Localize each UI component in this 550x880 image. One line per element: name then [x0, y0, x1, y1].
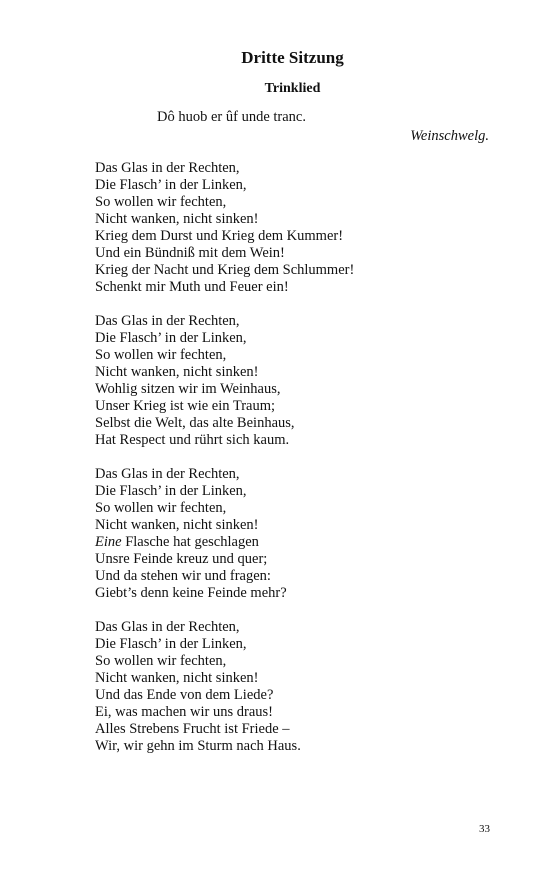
verse-line: Die Flasch’ in der Linken, [95, 483, 247, 499]
verse-line: Nicht wanken, nicht sinken! [95, 670, 259, 686]
verse-line: Ei, was machen wir uns draus! [95, 704, 273, 720]
poem-body [95, 160, 354, 772]
verse-line: Unser Krieg ist wie ein Traum; [95, 398, 276, 414]
verse-line: Hat Respect und rührt sich kaum. [95, 432, 290, 448]
verse-line: Das Glas in der Rechten, [95, 160, 240, 176]
verse-line: Das Glas in der Rechten, [95, 313, 240, 329]
verse-line: Das Glas in der Rechten, [95, 619, 240, 635]
epigraph-attribution: Weinschwelg. [410, 128, 489, 144]
page-number: 33 [479, 823, 490, 835]
section-title: Dritte Sitzung [241, 48, 344, 67]
verse-line: Krieg dem Durst und Krieg dem Kummer! [95, 228, 344, 244]
verse-line [95, 534, 354, 551]
stanza-3 [95, 466, 354, 602]
epigraph: Dô huob er ûf unde tranc. [157, 109, 306, 125]
verse-line: So wollen wir fechten, [95, 194, 227, 210]
verse-line: Nicht wanken, nicht sinken! [95, 517, 259, 533]
verse-line: Nicht wanken, nicht sinken! [95, 211, 259, 227]
verse-line: Krieg der Nacht und Krieg dem Schlummer! [95, 262, 355, 278]
verse-line: Und ein Bündniß mit dem Wein! [95, 245, 285, 261]
stanza-1 [95, 160, 354, 296]
verse-line: Und das Ende von dem Liede? [95, 687, 274, 703]
stanza-4 [95, 619, 354, 755]
verse-line: Nicht wanken, nicht sinken! [95, 364, 259, 380]
verse-line: Selbst die Welt, das alte Beinhaus, [95, 415, 295, 431]
verse-line: Und da stehen wir und fragen: [95, 568, 271, 584]
verse-line: Die Flasch’ in der Linken, [95, 636, 247, 652]
verse-line: So wollen wir fechten, [95, 347, 227, 363]
verse-line: Alles Strebens Frucht ist Friede – [95, 721, 290, 737]
verse-line: So wollen wir fechten, [95, 500, 227, 516]
verse-line: Das Glas in der Rechten, [95, 466, 240, 482]
verse-line: Giebt’s denn keine Feinde mehr? [95, 585, 287, 601]
verse-line-rest: Flasche hat geschlagen [121, 534, 259, 550]
verse-line: So wollen wir fechten, [95, 653, 227, 669]
verse-line: Wir, wir gehn im Sturm nach Haus. [95, 738, 301, 754]
verse-line: Wohlig sitzen wir im Weinhaus, [95, 381, 281, 397]
poem-title: Trinklied [264, 81, 321, 96]
verse-line: Schenkt mir Muth und Feuer ein! [95, 279, 289, 295]
verse-line: Unsre Feinde kreuz und quer; [95, 551, 268, 567]
verse-line: Die Flasch’ in der Linken, [95, 330, 247, 346]
verse-line: Die Flasch’ in der Linken, [95, 177, 247, 193]
stanza-2 [95, 313, 354, 449]
emphasized-word: Eine [95, 534, 122, 550]
